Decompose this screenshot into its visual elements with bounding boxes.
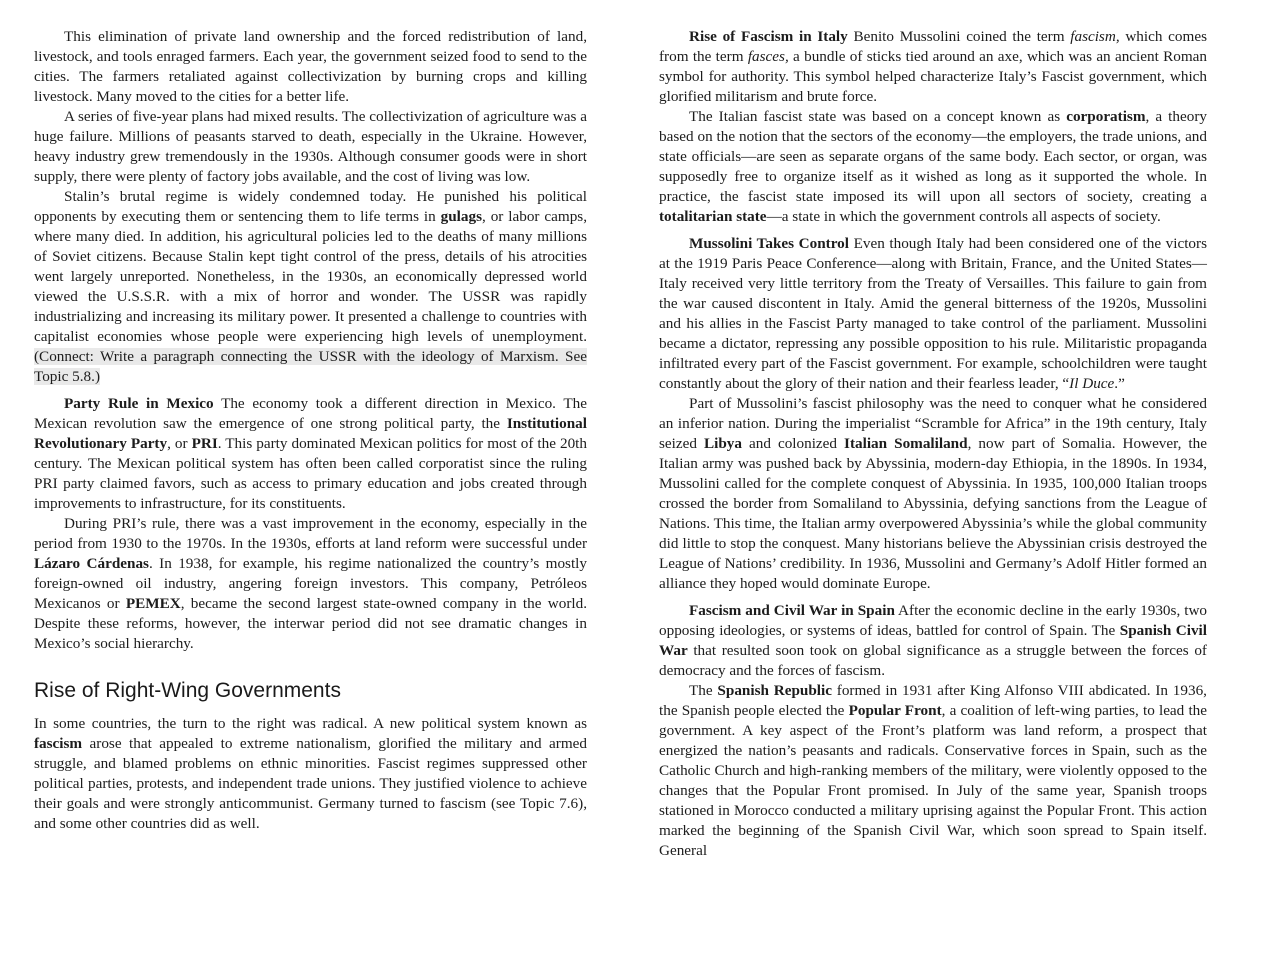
- subheading-fascism-and-civil-war-in-spain: Fascism and Civil War in Spain: [689, 602, 895, 619]
- text: , a coalition of left-wing parties, to lead the government. A key aspect of the Front’s platform was land reform, a prospect that energized the nation’s peasants and radicals. Conservative forces in Spain, such as the Catholic Church and high-ranking members of the military, were violently opposed to the changes that the Popular Front promised. In July of the same year, Spanish troops stationed in Morocco conducted a military uprising against the Popular Front. This action marked the beginning of the Spanish Civil War, which soon spread to Spain itself. General: [659, 702, 1207, 859]
- subheading-party-rule-in-mexico: Party Rule in Mexico: [64, 395, 214, 412]
- text: . This party dominated Mexican politics for most of the 20th century. The Mexican political system has often been called corporatist since the ruling PRI party claimed favors, such as access to primary education and jobs created through improvements to infrastructure, for its constituents.: [34, 435, 587, 512]
- text: and colonized: [741, 435, 845, 452]
- text: which comes from the term: [659, 28, 1207, 65]
- text: , or: [167, 435, 192, 452]
- paragraph-mussolini-takes-control: [659, 234, 1207, 394]
- paragraph-five-year-plans: [34, 107, 587, 187]
- text: .”: [1114, 375, 1125, 392]
- text: In some countries, the turn to the right was radical. A new political system known as: [34, 715, 587, 732]
- paragraph-stalin-regime: [34, 187, 587, 387]
- text: Even though Italy had been considered one of the victors at the 1919 Paris Peace Conference—along with Britain, France, and the United States—Italy received very little territory from the Treaty of Versailles. This failure to gain from the war caused discontent in Italy. Amid the general bitterness of the 1920s, Mussolini and his allies in the Fascist Party managed to take control of the parliament. Mussolini became a dictator, repressing any possible opposition to his rule. Militaristic propaganda infiltrated every part of the Fascist government. For example, schoolchildren were taught constantly about the glory of their nation and their fearless leader, “: [659, 235, 1207, 392]
- connect-prompt: (Connect: Write a paragraph connecting the USSR with the ideology of Marxism. See Topic 5.8.): [34, 348, 587, 385]
- term-italian-somaliland: Italian Somaliland: [844, 435, 968, 452]
- subheading-rise-of-fascism-in-italy: Rise of Fascism in Italy: [689, 28, 848, 45]
- paragraph-rise-of-fascism-italy: [659, 27, 1207, 107]
- text: A series of five-year plans had mixed results. The collectivization of agriculture was a huge failure. Millions of peasants starved to death, especially in the Ukraine. However, heavy industry grew tremendously in the 1930s. Although consumer goods were in short supply, there were plenty of factory jobs available, and the cost of living was low.: [34, 108, 587, 185]
- term-gulags: gulags: [440, 208, 482, 225]
- text: This elimination of private land ownership and the forced redistribution of land, livestock, and tools enraged farmers. Each year, the government seized food to send to the cities. The farmers retaliated against collectivization by burning crops and killing livestock. Many moved to the cities for a better life.: [34, 28, 587, 105]
- text: Benito Mussolini coined the term: [847, 28, 1071, 45]
- text: , a theory based on the notion that the sectors of the economy—the employers, the trade unions, and state officials—are seen as separate organs of the same body. Each sector, or organ, was supposedly free to organize itself as it wished as long as it supported the whole. In practice, the fascist state imposed its will upon all sectors of society, creating a: [659, 108, 1207, 205]
- paragraph-conquest-abyssinia: [659, 394, 1207, 594]
- paragraph-party-rule-mexico: [34, 394, 587, 514]
- text: . In 1938, for example, his regime nationalized the country’s mostly foreign-owned oil industry, angering foreign investors. This company, Petróleos Mexicanos or: [34, 555, 587, 612]
- text: , now part of Somalia. However, the Italian army was pushed back by Abyssinia, modern-day Ethiopia, in the 1890s. In 1934, Mussolini called for the complete conquest of Abyssinia. In 1935, 100,000 Italian troops crossed the border from Somaliland to Abyssinia, defying sanctions from the League of Nations. This time, the Italian army overpowered Abyssinia’s while the global community did little to stop the conquest. Many historians believe the Abyssinian crisis destroyed the League of Nations’ credibility. In 1936, Mussolini and Germany’s Adolf Hitler formed an alliance they hoped would dominate Europe.: [659, 435, 1207, 592]
- text: After the economic decline in the early 1930s, two opposing ideologies, or systems of ideas, battled for control of Spain. The: [659, 602, 1208, 639]
- term-pemex: PEMEX: [125, 595, 181, 612]
- paragraph-spanish-republic: [659, 681, 1207, 861]
- text: formed in 1931 after King Alfonso VIII abdicated. In 1936, the Spanish people elected the: [659, 682, 1207, 719]
- term-lazaro-cardenas: Lázaro Cárdenas: [34, 555, 149, 572]
- section-heading: Rise of Right-Wing Governments: [34, 679, 341, 702]
- subheading-mussolini-takes-control: Mussolini Takes Control: [689, 235, 849, 252]
- term-libya: Libya: [703, 435, 742, 452]
- left-column: [34, 27, 587, 834]
- paragraph-fascism-civil-war-spain: [659, 601, 1207, 681]
- paragraph-collectivization-anger: [34, 27, 587, 107]
- term-spanish-republic: Spanish Republic: [717, 682, 832, 699]
- term-fascism: fascism: [34, 735, 83, 752]
- text: , became the second largest state-owned company in the world. Despite these reforms, however, the interwar period did not see dramatic changes in Mexico’s social hierarchy.: [34, 595, 587, 652]
- text: The economy took a different direction in Mexico. The Mexican revolution saw the emergence of one strong political party, the: [34, 395, 588, 432]
- text: Part of Mussolini’s fascist philosophy was the need to conquer what he considered an inferior nation. During the imperialist “Scramble for Africa” in the 19th century, Italy seized: [659, 395, 1207, 452]
- text: Stalin’s brutal regime is widely condemned today. He punished his political opponents by executing them or sentencing them to life terms in: [34, 188, 587, 225]
- paragraph-corporatism: [659, 107, 1207, 227]
- paragraph-fascism-intro: [34, 714, 587, 834]
- text: —a state in which the government controls all aspects of society.: [766, 208, 1161, 225]
- text: a bundle of sticks tied around an axe, which was an ancient Roman symbol for authority. This symbol helped characterize Italy’s Fascist government, which glorified militarism and brute force.: [659, 48, 1207, 105]
- right-column: [659, 27, 1207, 861]
- term-popular-front: Popular Front: [848, 702, 942, 719]
- text: , or labor camps, where many died. In addition, his agricultural policies led to the deaths of many millions of Soviet citizens. Because Stalin kept tight control of the press, details of his atrocities went largely unreported. Nonetheless, in the 1930s, an economically depressed world viewed the U.S.S.R. with a mix of horror and wonder. The USSR was rapidly industrializing and increasing its military power. It presented a challenge to countries with capitalist economies whose people were experiencing high levels of unemployment.: [34, 208, 587, 345]
- text: The Italian fascist state was based on a concept known as: [689, 108, 1067, 125]
- term-totalitarian-state: totalitarian state: [659, 208, 767, 225]
- term-corporatism: corporatism: [1066, 108, 1146, 125]
- text: arose that appealed to extreme nationalism, glorified the military and armed struggle, and blamed problems on ethnic minorities. Fascist regimes suppressed other political parties, protests, and independent trade unions. They justified violence to achieve their goals and were strongly anticommunist. Germany turned to fascism (see Topic 7.6), and some other countries did as well.: [34, 735, 587, 832]
- text: During PRI’s rule, there was a vast improvement in the economy, especially in the period from 1930 to the 1970s. In the 1930s, efforts at land reform were successful under: [34, 515, 587, 552]
- term-pri: PRI: [191, 435, 218, 452]
- paragraph-pri-rule: [34, 514, 587, 654]
- term-spanish-civil-war: Spanish Civil War: [659, 622, 1207, 659]
- term-il-duce: Il Duce: [1069, 375, 1115, 392]
- text: that resulted soon took on global significance as a struggle between the forces of democracy and the forces of fascism.: [659, 642, 1207, 679]
- term-institutional-revolutionary-party: Institutional Revolutionary Party: [34, 415, 587, 452]
- term-fasces: fasces,: [747, 48, 789, 65]
- term-fascism-italic: fascism,: [1070, 28, 1120, 45]
- text: The: [689, 682, 718, 699]
